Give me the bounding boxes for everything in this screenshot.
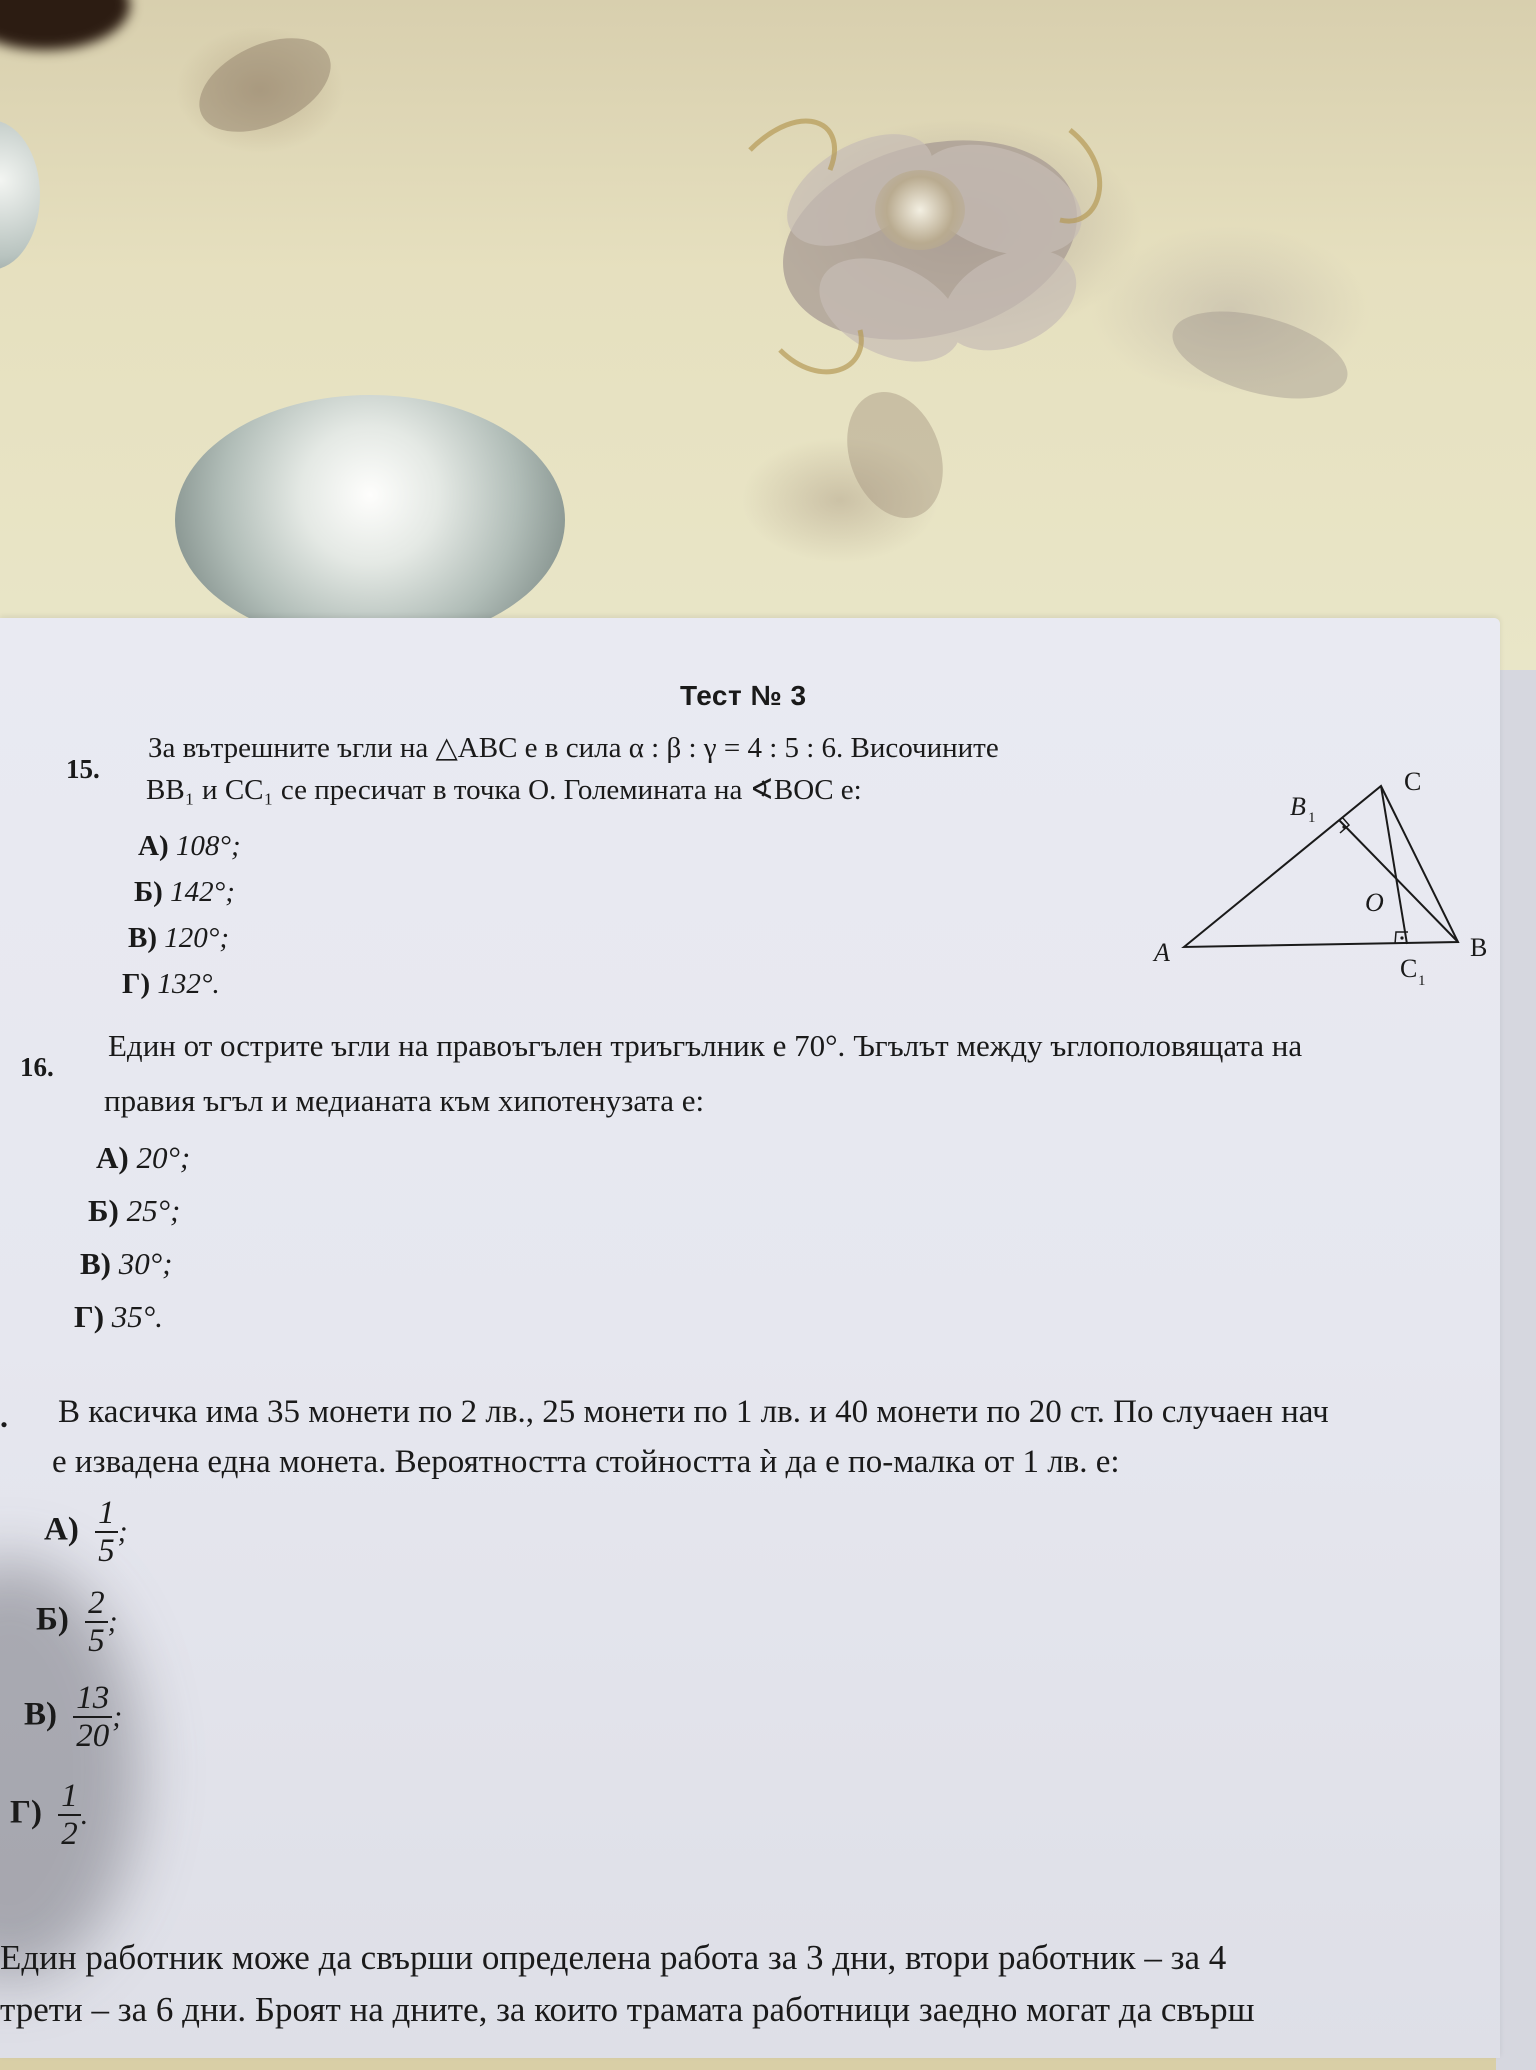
option-punctuation: ; xyxy=(117,1515,128,1548)
answer-option-a xyxy=(138,830,241,863)
label-a: A xyxy=(1154,938,1170,967)
label-c: C xyxy=(1404,770,1422,796)
option-label: Г) xyxy=(122,968,151,1000)
answer-option-d xyxy=(122,968,220,1001)
question-text-line2: е извадена една монета. Вероятността стойността ѝ да е по-малка от 1 лв. е: xyxy=(52,1444,1120,1480)
option-label: Б) xyxy=(134,876,163,908)
option-label: Б) xyxy=(88,1193,119,1228)
pearl-decoration-left xyxy=(0,120,40,270)
option-label: А) xyxy=(44,1511,79,1548)
fraction xyxy=(73,1680,112,1754)
triangle-diagram xyxy=(1140,770,1500,1000)
label-b: B xyxy=(1470,933,1488,962)
question-number: 16. xyxy=(20,1052,54,1082)
option-value: 35°. xyxy=(111,1299,163,1334)
option-value: 30°; xyxy=(118,1246,173,1281)
option-value: 25°; xyxy=(126,1193,181,1228)
option-label: В) xyxy=(128,922,157,954)
page-edge xyxy=(1496,670,1536,2070)
option-label: А) xyxy=(138,830,169,862)
fraction-denominator: 2 xyxy=(61,1816,78,1852)
answer-option-b xyxy=(134,876,235,909)
leaf-pattern-lower xyxy=(830,380,960,530)
fraction-numerator: 1 xyxy=(95,1495,118,1533)
fraction-denominator: 5 xyxy=(98,1533,115,1569)
option-value: 20°; xyxy=(136,1140,191,1175)
fraction xyxy=(95,1495,118,1569)
option-label: В) xyxy=(80,1246,111,1281)
label-o: O xyxy=(1365,888,1384,917)
fraction xyxy=(85,1585,108,1659)
tablecloth-background xyxy=(0,0,1536,680)
fraction-numerator: 1 xyxy=(58,1778,81,1816)
answer-option-d xyxy=(74,1299,163,1335)
label-c1: C xyxy=(1400,954,1418,983)
option-value: 142°; xyxy=(170,876,235,908)
answer-option-d xyxy=(10,1778,88,1852)
dark-object-shadow xyxy=(0,0,130,50)
answer-option-c xyxy=(128,922,229,955)
question-text-line1: В касичка има 35 монети по 2 лв., 25 монети по 1 лв. и 40 монети по 20 ст. По случаен нач xyxy=(58,1394,1329,1430)
option-punctuation: ; xyxy=(112,1700,123,1733)
question-number: 15. xyxy=(66,754,100,784)
flower-center xyxy=(875,170,965,250)
altitude-cc1 xyxy=(1381,786,1407,944)
answer-option-b xyxy=(36,1585,118,1659)
answer-option-c xyxy=(24,1680,122,1754)
question-text-line1: За вътрешните ъгли на △ABC е в сила α : β : γ = 4 : 5 : 6. Височините xyxy=(148,732,999,764)
option-value: 108°; xyxy=(175,830,241,862)
fraction-numerator: 13 xyxy=(73,1680,112,1718)
fraction-denominator: 20 xyxy=(76,1718,110,1754)
question-text-line1: Един работник може да свърши определена работа за 3 дни, втори работник – за 4 xyxy=(0,1938,1227,1977)
answer-option-a xyxy=(96,1140,190,1176)
question-text-line2: трети – за 6 дни. Броят на дните, за които трамата работници заедно могат да свърш xyxy=(0,1990,1255,2029)
label-b1: B xyxy=(1290,792,1306,821)
fraction-numerator: 2 xyxy=(85,1585,108,1623)
answer-option-a xyxy=(44,1495,128,1569)
option-label: А) xyxy=(96,1140,129,1175)
option-punctuation: ; xyxy=(107,1605,118,1638)
answer-option-b xyxy=(88,1193,180,1229)
label-b1-subscript: 1 xyxy=(1308,810,1316,826)
option-value: 120°; xyxy=(164,922,230,954)
page-title: Тест № 3 xyxy=(680,680,807,711)
triangle-abc xyxy=(1184,786,1458,947)
option-punctuation: . xyxy=(80,1798,89,1831)
altitude-bb1 xyxy=(1339,820,1458,942)
option-label: В) xyxy=(24,1696,57,1733)
question-text-line2: правия ъгъл и медианата към хипотенузата е: xyxy=(104,1083,705,1118)
leaf-pattern-right xyxy=(1160,300,1360,410)
option-value: 132°. xyxy=(157,968,220,1000)
question-text-line2: BB₁ и CC₁ се пресичат в точка O. Големината на ∢BOC е: xyxy=(146,774,862,806)
question-number: . xyxy=(0,1398,8,1434)
option-label: Г) xyxy=(74,1299,105,1334)
answer-option-c xyxy=(80,1246,172,1282)
option-label: Б) xyxy=(36,1601,69,1638)
label-c1-subscript: 1 xyxy=(1418,973,1426,989)
fraction xyxy=(58,1778,81,1852)
pearl-decoration xyxy=(175,395,565,645)
fraction-denominator: 5 xyxy=(88,1623,105,1659)
question-text-line1: Един от острите ъгли на правоъгълен триъгълник е 70°. Ъгълът между ъглополовящата на xyxy=(108,1028,1303,1063)
option-label: Г) xyxy=(10,1794,42,1831)
leaf-pattern xyxy=(180,20,350,150)
